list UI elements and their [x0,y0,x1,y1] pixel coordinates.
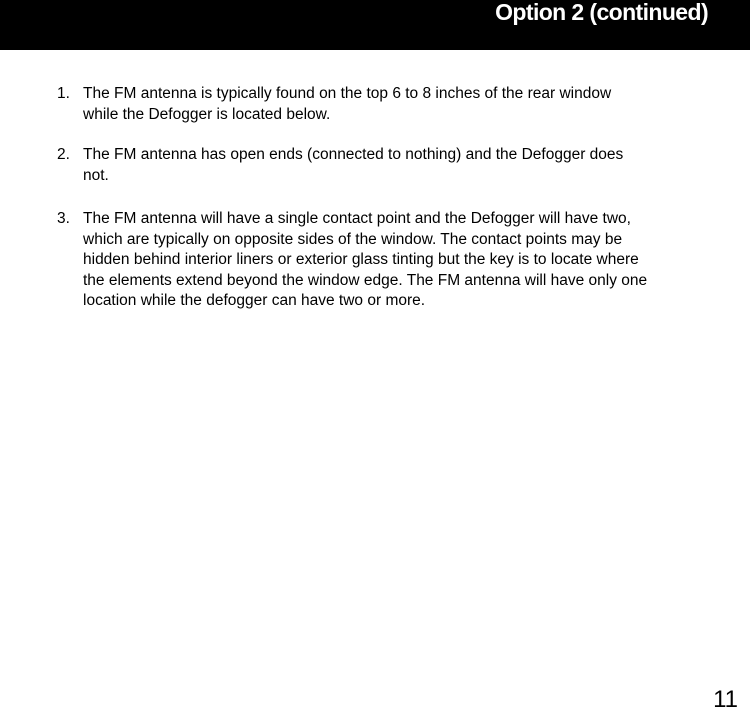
page-title: Option 2 (continued) [495,0,708,25]
step-text: The FM antenna will have a single contact point and the Defogger will have two, which are typically on opposite sides of the window. The contact points may be hidden behind interior liners or exterior glass tinting but the key is to locate where the elements extend beyond the window edge. The FM antenna will have only one location while the defogger can have two or more. [83,210,648,309]
list-item [57,84,657,125]
header-bar [0,0,750,50]
instruction-list [57,84,657,312]
step-number: 1. [57,85,70,102]
list-item [57,209,657,312]
step-number: 2. [57,146,70,163]
page-number: 11 [713,686,738,713]
step-text: The FM antenna is typically found on the top 6 to 8 inches of the rear window while the Defogger is located below. [83,85,612,123]
step-number: 3. [57,210,70,227]
list-item [57,145,657,186]
step-text: The FM antenna has open ends (connected to nothing) and the Defogger does not. [83,146,624,184]
